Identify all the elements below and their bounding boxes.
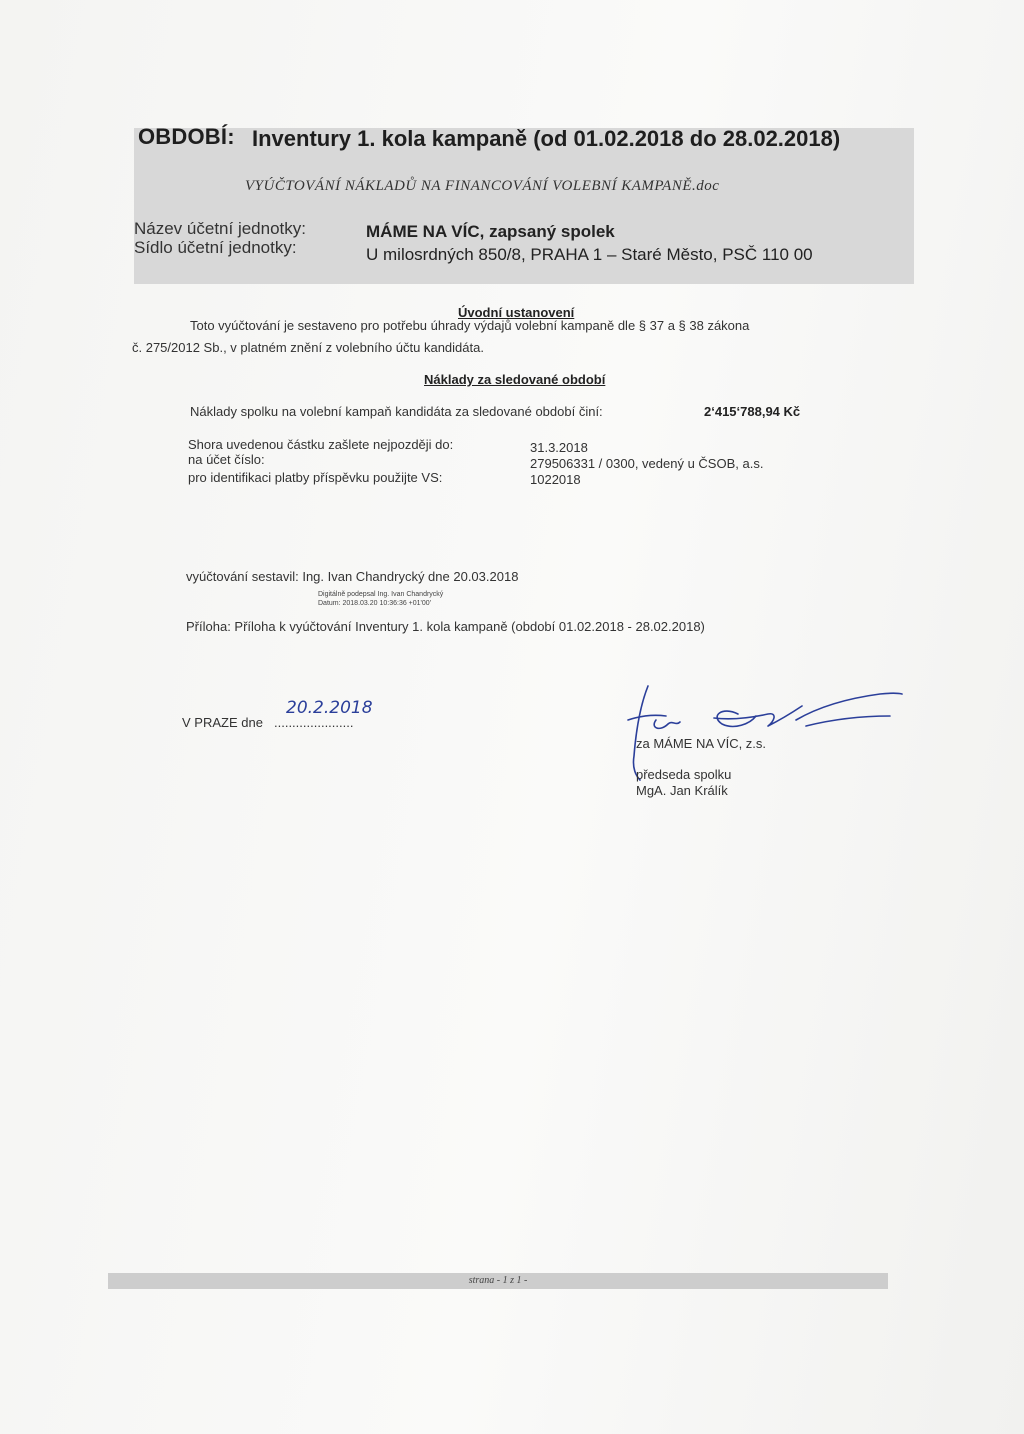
- vs-label: pro identifikaci platby příspěvku použijte VS:: [188, 470, 443, 485]
- intro-line-2: č. 275/2012 Sb., v platném znění z volebního účtu kandidáta.: [132, 340, 484, 355]
- unit-seat-value: U milosrdných 850/8, PRAHA 1 – Staré Město, PSČ 110 00: [366, 245, 813, 264]
- page-number: strana - 1 z 1 -: [468, 1275, 528, 1286]
- digital-signature-line-1: Digitálně podepsal Ing. Ivan Chandrycký: [318, 591, 444, 598]
- footer-bar: [108, 1273, 888, 1289]
- account-value: 279506331 / 0300, vedený u ČSOB, a.s.: [530, 456, 764, 471]
- unit-name-value: MÁME NA VÍC, zapsaný spolek: [366, 222, 615, 241]
- compiled-by: vyúčtování sestavil: Ing. Ivan Chandrycký dne 20.03.2018: [186, 569, 519, 584]
- unit-seat-label: Sídlo účetní jednotky:: [134, 238, 297, 257]
- account-label: na účet číslo:: [188, 452, 265, 467]
- costs-amount: 2‘415‘788,94 Kč: [704, 404, 801, 419]
- unit-name-label: Název účetní jednotky:: [134, 219, 306, 238]
- digital-signature-line-2: Datum: 2018.03.20 10:36:36 +01'00': [318, 600, 432, 607]
- intro-heading: Úvodní ustanovení: [458, 305, 575, 320]
- attachment-line: Příloha: Příloha k vyúčtování Inventury 1. kola kampaně (období 01.02.2018 - 28.02.2018): [186, 619, 705, 634]
- signatory-name: MgA. Jan Králík: [636, 783, 728, 798]
- place-date-label: V PRAZE dne: [182, 715, 263, 730]
- due-value: 31.3.2018: [530, 440, 588, 455]
- vs-value: 1022018: [530, 472, 581, 487]
- costs-description: Náklady spolku na volební kampaň kandidáta za sledované období činí:: [190, 404, 603, 419]
- signatory-role: předseda spolku: [636, 767, 732, 782]
- handwritten-date: 20.2.2018: [286, 698, 373, 718]
- place-date-dots: ......................: [274, 715, 354, 730]
- document-title: VYÚČTOVÁNÍ NÁKLADŮ NA FINANCOVÁNÍ VOLEBNÍ KAMPANĚ.doc: [245, 178, 720, 194]
- period-label: OBDOBÍ:: [138, 124, 235, 149]
- period-value: Inventury 1. kola kampaně (od 01.02.2018 do 28.02.2018): [252, 126, 841, 151]
- due-label: Shora uvedenou částku zašlete nejpozději do:: [188, 437, 454, 452]
- signatory-organization: za MÁME NA VÍC, z.s.: [636, 736, 767, 751]
- costs-heading: Náklady za sledované období: [424, 372, 606, 387]
- intro-line-1: Toto vyúčtování je sestaveno pro potřebu úhrady výdajů volební kampaně dle § 37 a § 38 zákona: [190, 318, 750, 333]
